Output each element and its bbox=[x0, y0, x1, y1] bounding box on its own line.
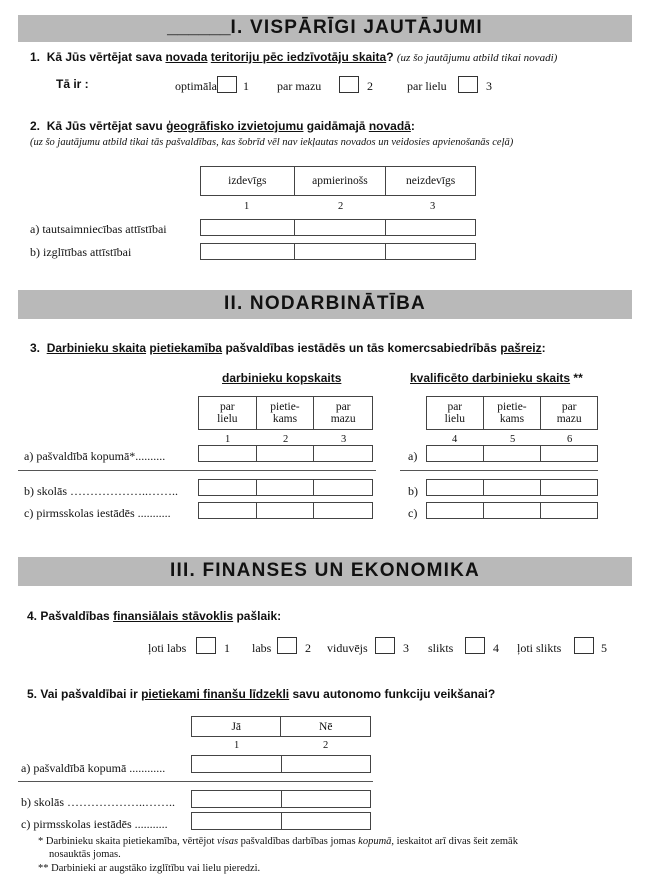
q3-header-table-1: par lielu pietie- kams par mazu bbox=[198, 396, 373, 430]
q3-answer-row-b-1 bbox=[198, 479, 373, 496]
q3-answer-cell[interactable] bbox=[483, 480, 541, 496]
q2-answer-cell[interactable] bbox=[294, 220, 386, 236]
q4-checkbox-5[interactable] bbox=[574, 637, 594, 654]
q1-checkbox-2[interactable] bbox=[339, 76, 359, 93]
q3-answer-cell[interactable] bbox=[483, 446, 541, 462]
q2-answer-row-b bbox=[200, 243, 476, 260]
q3-answer-cell[interactable] bbox=[314, 503, 373, 519]
q5-row-label: a) pašvaldībā kopumā ............ bbox=[21, 761, 166, 775]
q1-option-code-2: 2 bbox=[367, 79, 373, 93]
section-title-prefix: ______ bbox=[167, 17, 231, 38]
q4-option-code-1: 1 bbox=[224, 641, 230, 655]
section-title: I. VISPĀRĪGI JAUTĀJUMI bbox=[230, 17, 483, 38]
q5-col-header: Nē bbox=[281, 717, 371, 737]
q3-header-table-2: par lielu pietie- kams par mazu bbox=[426, 396, 598, 430]
q2-header-table bbox=[200, 166, 476, 196]
q3-code: 5 bbox=[510, 434, 516, 445]
q3-group-qualified: kvalificēto darbinieku skaits ** bbox=[410, 371, 583, 385]
q3-answer-row-b-2 bbox=[426, 479, 598, 496]
q3-divider bbox=[18, 470, 376, 471]
q3-code: 4 bbox=[452, 434, 458, 445]
section-title: II. NODARBINĀTĪBA bbox=[224, 293, 426, 314]
question-1: 1. Kā Jūs vērtējat sava novada teritoriju pēc iedzīvotāju skaita? (uz šo jautājumu atbild tikai novadi) bbox=[30, 50, 558, 64]
q2-col-header: izdevīgs bbox=[201, 167, 295, 196]
question-2-note: (uz šo jautājumu atbild tikai tās pašvaldības, kas šobrīd vēl nav iekļautas novados un veidosies apvienošanās ceļā) bbox=[30, 137, 514, 148]
q5-answer-cell[interactable] bbox=[281, 813, 371, 830]
q2-answer-cell[interactable] bbox=[386, 244, 476, 260]
footnote-1: * Darbinieku skaita pietiekamība, vērtējot visas pašvaldības darbības jomas kopumā, ieskaitot arī divas šeit zemāk bbox=[38, 836, 518, 847]
section-header-employment bbox=[18, 290, 632, 319]
section-title: III. FINANSES UN EKONOMIKA bbox=[170, 560, 480, 581]
q5-col-header: Jā bbox=[192, 717, 281, 737]
section-header-finance bbox=[18, 557, 632, 586]
q4-option-code-2: 2 bbox=[305, 641, 311, 655]
q3-answer-row-c-2 bbox=[426, 502, 598, 519]
q1-checkbox-3[interactable] bbox=[458, 76, 478, 93]
q5-answer-row-c bbox=[191, 812, 371, 830]
q1-checkbox-1[interactable] bbox=[217, 76, 237, 93]
q4-option-label-2: labs bbox=[252, 641, 272, 655]
q3-row-label: b) skolās ………………..…….. bbox=[24, 484, 178, 498]
q3-answer-cell[interactable] bbox=[314, 480, 373, 496]
q3-answer-cell[interactable] bbox=[541, 503, 598, 519]
q3-row-label: c) pirmsskolas iestādēs ........... bbox=[24, 506, 171, 520]
q4-checkbox-2[interactable] bbox=[277, 637, 297, 654]
q3-row-label-short: a) bbox=[408, 449, 418, 463]
q2-code: 1 bbox=[244, 201, 250, 212]
q1-option-label-2: par mazu bbox=[277, 79, 322, 93]
q2-code: 3 bbox=[430, 201, 436, 212]
q4-checkbox-1[interactable] bbox=[196, 637, 216, 654]
q4-option-code-3: 3 bbox=[403, 641, 409, 655]
q3-code: 3 bbox=[341, 434, 347, 445]
q3-answer-cell[interactable] bbox=[199, 446, 257, 462]
q5-answer-cell[interactable] bbox=[192, 813, 282, 830]
q4-option-label-5: ļoti slikts bbox=[517, 641, 562, 655]
q3-answer-row-c-1 bbox=[198, 502, 373, 519]
q3-answer-row-a-1 bbox=[198, 445, 373, 462]
q3-answer-cell[interactable] bbox=[427, 503, 484, 519]
section-header-general bbox=[18, 15, 632, 42]
q4-option-label-4: slikts bbox=[428, 641, 454, 655]
q5-answer-cell[interactable] bbox=[281, 791, 371, 808]
q2-answer-cell[interactable] bbox=[201, 220, 295, 236]
q5-answer-cell[interactable] bbox=[281, 756, 371, 773]
q3-answer-cell[interactable] bbox=[256, 503, 314, 519]
q3-answer-cell[interactable] bbox=[256, 446, 314, 462]
q2-answer-cell[interactable] bbox=[386, 220, 476, 236]
q5-code: 2 bbox=[323, 740, 329, 751]
q3-answer-cell[interactable] bbox=[314, 446, 373, 462]
q1-option-code-1: 1 bbox=[243, 79, 249, 93]
q3-row-label-short: c) bbox=[408, 506, 418, 520]
q3-answer-cell[interactable] bbox=[541, 446, 598, 462]
q5-header-table bbox=[191, 716, 371, 737]
q2-answer-cell[interactable] bbox=[294, 244, 386, 260]
q3-answer-cell[interactable] bbox=[483, 503, 541, 519]
q3-row-label-short: b) bbox=[408, 484, 418, 498]
q3-answer-cell[interactable] bbox=[199, 503, 257, 519]
q3-row-label: a) pašvaldībā kopumā*.......... bbox=[24, 449, 166, 463]
footnote-1-cont: nosauktās jomas. bbox=[49, 849, 121, 860]
q2-row-label: a) tautsaimniecības attīstībai bbox=[30, 222, 167, 236]
q4-option-code-4: 4 bbox=[493, 641, 499, 655]
q3-answer-cell[interactable] bbox=[427, 480, 484, 496]
question-4: 4. Pašvaldības finansiālais stāvoklis pašlaik: bbox=[27, 609, 282, 623]
q3-answer-cell[interactable] bbox=[541, 480, 598, 496]
question-3: 3. Darbinieku skaita pietiekamība pašvaldības iestādēs un tās komercsabiedrībās pašreiz: bbox=[30, 341, 546, 355]
q3-answer-cell[interactable] bbox=[199, 480, 257, 496]
q3-divider bbox=[400, 470, 598, 471]
question-5: 5. Vai pašvaldībai ir pietiekami finanšu līdzekli savu autonomo funkciju veikšanai? bbox=[27, 687, 496, 701]
question-2: 2. Kā Jūs vērtējat savu ģeogrāfisko izvietojumu gaidāmajā novadā: bbox=[30, 119, 415, 133]
q3-answer-cell[interactable] bbox=[427, 446, 484, 462]
q2-row-label: b) izglītības attīstībai bbox=[30, 245, 132, 259]
q2-answer-cell[interactable] bbox=[201, 244, 295, 260]
q4-option-label-1: ļoti labs bbox=[148, 641, 187, 655]
q4-checkbox-4[interactable] bbox=[465, 637, 485, 654]
q4-checkbox-3[interactable] bbox=[375, 637, 395, 654]
q3-answer-cell[interactable] bbox=[256, 480, 314, 496]
q2-answer-row-a bbox=[200, 219, 476, 236]
q3-answer-row-a-2 bbox=[426, 445, 598, 462]
q5-code: 1 bbox=[234, 740, 240, 751]
footnote-2: ** Darbinieki ar augstāko izglītību vai lielu pieredzi. bbox=[38, 863, 261, 874]
q5-answer-row-a bbox=[191, 755, 371, 773]
q5-answer-cell[interactable] bbox=[192, 756, 282, 773]
q5-answer-cell[interactable] bbox=[192, 791, 282, 808]
q1-option-label-1: optimāla bbox=[175, 79, 217, 93]
q3-code: 2 bbox=[283, 434, 289, 445]
q4-option-code-5: 5 bbox=[601, 641, 607, 655]
q1-option-code-3: 3 bbox=[486, 79, 492, 93]
q5-row-label: b) skolās ………………..…….. bbox=[21, 795, 175, 809]
q4-option-label-3: viduvējs bbox=[327, 641, 368, 655]
q1-option-label-3: par lielu bbox=[407, 79, 447, 93]
q2-col-header: neizdevīgs bbox=[386, 167, 476, 196]
q3-group-total: darbinieku kopskaits bbox=[222, 371, 342, 385]
q5-row-label: c) pirmsskolas iestādēs ........... bbox=[21, 817, 168, 831]
q2-col-header: apmierinošs bbox=[294, 167, 386, 196]
question-1-note: (uz šo jautājumu atbild tikai novadi) bbox=[396, 52, 558, 64]
q3-code: 1 bbox=[225, 434, 231, 445]
q5-divider bbox=[18, 781, 373, 782]
q3-code: 6 bbox=[567, 434, 573, 445]
q1-lead: Tā ir : bbox=[56, 77, 89, 91]
q2-code: 2 bbox=[338, 201, 344, 212]
q5-answer-row-b bbox=[191, 790, 371, 808]
